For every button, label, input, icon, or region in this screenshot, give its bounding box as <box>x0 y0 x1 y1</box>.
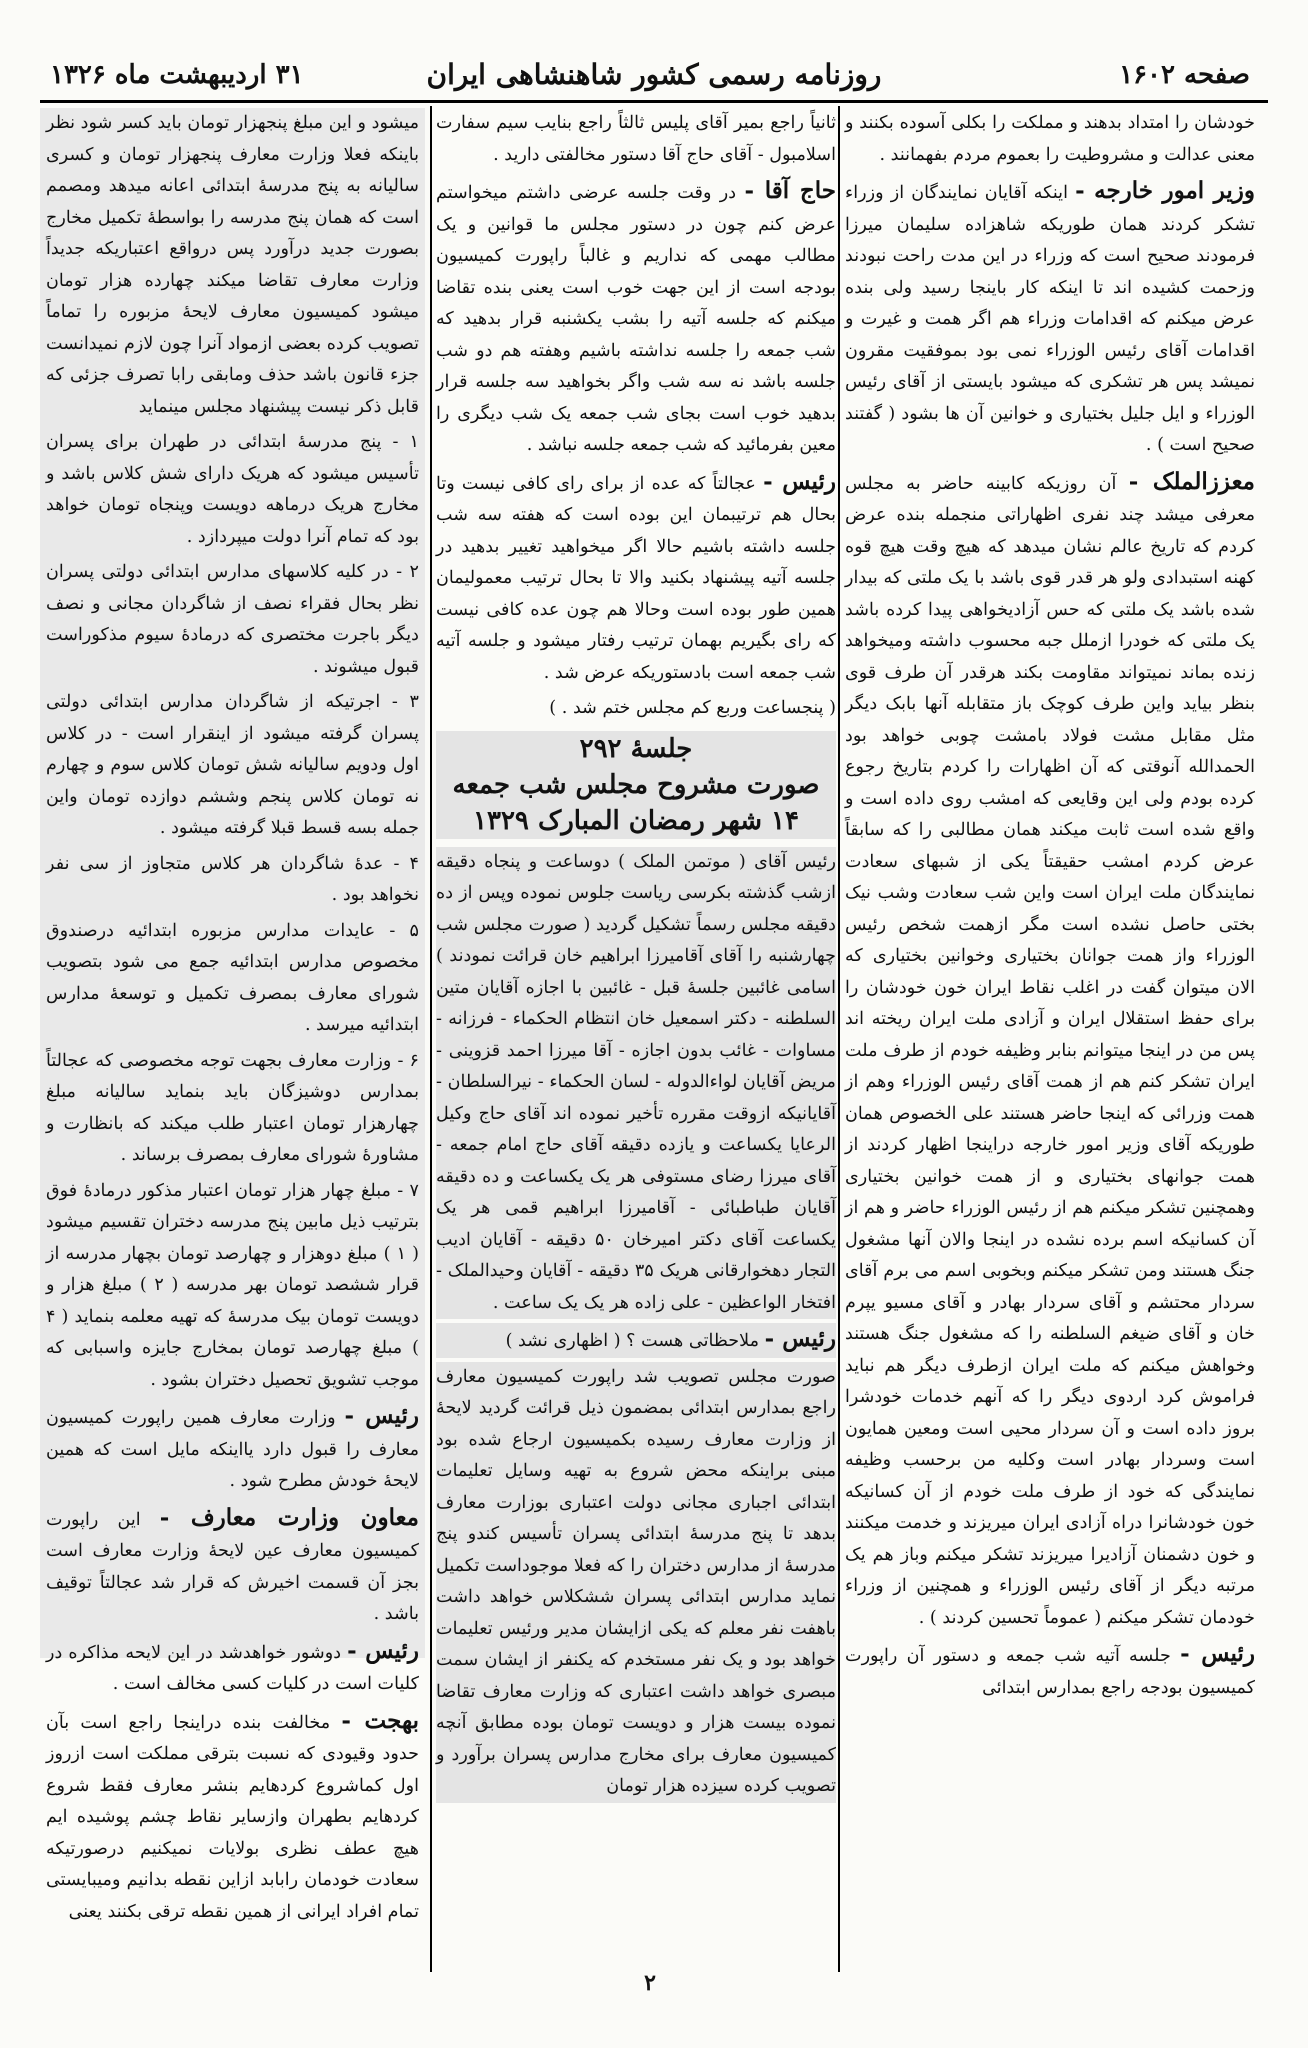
column-left <box>40 108 425 1922</box>
text-paragraph <box>46 427 419 553</box>
speech-paragraph <box>845 175 1255 462</box>
paragraph-text: جلسه آتیه شب جمعه و دستور آن راپورت کمیسیون بودجه راجع بمدارس ابتدائی <box>845 1646 1255 1698</box>
text-paragraph <box>436 1362 836 1803</box>
column-divider <box>838 106 840 1972</box>
paragraph-text: اینکه آقایان نمایندگان از وزراء تشکر کردند همان طوریکه شاهزاده سلیمان میرزا فرمودند صحیح است که وزراء در این مدت راحت نبودند وزحمت کشیده اند تا اینکه کار باینجا رسید ولی بنده عرض میکنم که اقدامات وزراء هم اگر همت و غیرت و اقدامات آقای رئیس الوزراء نمی بود بموفقیت مقرون نمیشد پس هر تشکری که میشود بایستی از آقای رئیس الوزراء و ایل جلیل بختیاری و خوانین آن ها بشود ( گفتند صحیح است ) . <box>845 183 1255 455</box>
issue-date: ۳۱ اردیبهشت ماه ۱۳۲۶ <box>50 60 304 90</box>
paragraph-text: آن روزیکه کابینه حاضر به مجلس معرفی میشد چند نفری اظهاراتی منجمله بنده عرض کردم که تاریخ عالم نشان میدهد که هیچ وقت هیچ قوه کهنه استبدادی ولو هر قدر قوی باشد با یک ملتی که بیدار شده باشد یک ملتی که حس آزادیخواهی پیدا کرده باشد یک ملتی که خودرا ازملل جبه محسوب داشته ومیخواهد زنده بماند نمیتواند مقاومت بکند هرقدر آن طرف قوی بنظر بیاید واین طرف کوچک باز متقابله آنها بابک دیگر مثل مقابل مشت فولاد بامشت چوبی خواهد بود الحمدالله آنوقتی که آن اظهارات را کردم بتاریخ رجوع کرده بودم ولی این وقایعی که امشب روی داده است و واقع شده است ثابت میکند همان مطالبی را که سابقاً عرض کردم امشب حقیقتاً یکی از شبهای سعادت نمایندگان ملت ایران است واین شب سعادت وشب نیک بختی حاصل نشده است مگر ازهمت شخص رئیس الوزراء واز همت جوانان بختیاری وخوانین بختیاری که الان میتوان گفت در اغلب نقاط ایران خون خودشان را برای حفظ استقلال ایران و آزادی ملت ایران ریخته اند پس من در اینجا میتوانم بنابر وظیفه خودم از طرف ملت ایران تشکر کنم هم از همت آقای رئیس الوزراء وهم از همت وزرائی که اینجا حاضر هستند علی الخصوص همان طوریکه آقای وزیر امور خارجه دراینجا اظهار کردند از همت جوانهای بختیاری و از همت خوانین بختیاری وهمچنین تشکر میکنم هم از رئیس الوزراء حاضر و هم از آن کسانیکه اسم برده نشده در اینجا والان آنها مشغول جنگ هستند ومن تشکر میکنم وبخوبی اسم می برم آقای سردار محتشم و آقای سردار بهادر و آقای مسیو یپرم خان و آقای ضیغم السلطنه را که مشغول جنگ هستند وخواهش میکنم که ملت ایران ازطرف دیگر هم نباید فراموش کرد اردوی دیگر را که آنهم خدمات خودشرا بروز داده است و آن سردار محیی است ومعین همایون است وسردار بهادر است وکلیه من برحسب وظیفه نمایندگی که خود از طرف ملت خودم از آن کسانیکه خون خودشانرا دراه آزادی ایران میریزند و خدمت میکنند و خون دشمنان آزادیرا میریزند تشکر میکنم وباز هم یک مرتبه دیگر از آقای رئیس الوزراء و همچنین از وزراء خودمان تشکر میکنم ( عموماً تحسین کردند ) . <box>845 473 1255 1628</box>
header-rule <box>40 100 1268 103</box>
paragraph-text: وزارت معارف همین راپورت کمیسیون معارف را قبول دارد یااینکه مایل است که همین لایحهٔ خودش مطرح شود . <box>46 1408 419 1491</box>
speaker-name: حاج آقا - <box>744 177 836 204</box>
paragraph-text: ۵ - عایدات مدارس مزبوره ابتدائیه درصندوق مخصوص مدارس ابتدائیه جمع می شود بتصویب شورای معارف بمصرف تکمیل و توسعهٔ مدارس ابتدائیه میرسد . <box>46 920 419 1035</box>
paragraph-text: خودشان را امتداد بدهند و مملکت را بکلی آسوده بکنند و معنی عدالت و مشروطیت را بعموم مردم بفهمانند . <box>845 113 1255 165</box>
speech-paragraph <box>845 1638 1255 1704</box>
paragraph-text: صورت مجلس تصویب شد راپورت کمیسیون معارف راجع بمدارس ابتدائی بمضمون ذیل قرائت گردید لایحهٔ از وزارت معارف رسیده بکمیسیون ارجاع شده بود مبنی براینکه محض شروع به تهیه وسایل تعلیمات ابتدائی اجباری مجانی دولت اعتباری بوزارت معارف بدهد تا پنج مدرسهٔ ابتدائی پسران تأسیس کندو پنج مدرسهٔ از مدارس دختران را که فعلا موجوداست تکمیل نماید مدارس ابتدائی پسران ششکلاس خواهد داشت باهفت نفر معلم که یکی ازایشان مدیر ورئیس تعلیمات خواهد بود و یک نفر مستخدم که یکنفر از ایشان سمت مبصری خواهد داشت اعتباری که وزارت معارف تقاضا نموده بیست هزار و دویست تومان بوده مطابق آنچه کمیسیون معارف برای مخارج مدارس پسران برآورد و تصویب کرده سیزده هزار تومان <box>436 1366 836 1796</box>
page-number: ۲ <box>644 1970 656 1996</box>
text-paragraph <box>436 693 836 725</box>
paragraph-text: ۱ - پنج مدرسهٔ ابتدائی در طهران برای پسران تأسیس میشود که هریک دارای شش کلاس باشد و مخارج هریک درماهه دویست وپنجاه تومان خواهد بود که تمام آنرا دولت میپردازد . <box>46 432 419 547</box>
paragraph-text: این راپورت کمیسیون معارف عین لایحهٔ وزارت معارف است بجز آن قسمت اخیرش که قرار شد عجالتاً توقیف باشد . <box>46 1509 419 1624</box>
speech-paragraph <box>46 1400 419 1498</box>
session-title2: صورت مشروح مجلس شب جمعه <box>452 769 820 800</box>
speech-paragraph <box>436 1323 836 1358</box>
speech-paragraph <box>436 175 836 462</box>
paragraph-text: ۴ - عدهٔ شاگردان هر کلاس متجاوز از سی نفر نخواهد بود . <box>46 853 419 905</box>
text-paragraph <box>436 108 836 171</box>
paragraph-text: ثانیاً راجع بمیر آقای پلیس ثالثاً راجع بنایب سیم سفارت اسلامبول - آقای حاج آقا دستور مخالفتی دارید . <box>436 113 836 165</box>
speech-paragraph <box>845 466 1255 1635</box>
session-title1: جلسهٔ ۲۹۲ <box>579 733 693 764</box>
speaker-name: وزیر امور خارجه - <box>1075 177 1256 204</box>
speech-paragraph <box>46 1502 419 1631</box>
speaker-name: رئیس - <box>763 467 836 495</box>
text-paragraph <box>46 557 419 683</box>
page-label: صفحه ۱۶۰۲ <box>1119 60 1250 90</box>
text-paragraph <box>46 108 419 423</box>
paragraph-text: میشود و این مبلغ پنجهزار تومان باید کسر شود نظر باینکه فعلا وزارت معارف پنجهزار تومان و کسری سالیانه به پنج مدرسهٔ ابتدائی اعانه میدهد ومصمم است که همان پنج مدرسه را بواسطهٔ تکمیل مخارج بصورت جدید درآورد پس درواقع اعتباریکه جدیداً وزارت معارف تقاضا میکند چهارده هزار تومان میشود کمیسیون معارف لایحهٔ مزبوره را تماماً تصویب کرده بعضی ازمواد آنرا چون لازم نمیدانست جزء قانون باشد حذف ومابقی رابا تصرف جزئی که قابل ذکر نیست پیشنهاد مجلس مینماید <box>46 113 419 417</box>
paragraph-text: ملاحظاتی هست ؟ ( اظهاری نشد ) <box>505 1331 760 1351</box>
column-middle <box>436 108 836 1968</box>
text-paragraph <box>46 687 419 845</box>
speech-paragraph <box>46 1705 419 1929</box>
paragraph-text: عجالتاً که عده از برای رای کافی نیست وتا بحال هم ترتیبمان این بوده است که هفته سه شب جلسه داشته باشیم حالا اگر میخواهید تغییر بدهید در جلسه آتیه پیشنهاد بکنید والا تا بحال ترتیب معمولیمان همین طور بوده است وحالا هم چون عده کافی نیست که رای بگیریم بهمان ترتیب رفتار میشود و جلسه آتیه شب جمعه است بادستوریکه عرض شد . <box>436 473 836 683</box>
paragraph-text: ۶ - وزارت معارف بجهت توجه مخصوصی که عجالتاً بمدارس دوشیزگان باید بنماید سالیانه مبلغ چهارهزار تومان اعتبار طلب میکند که بانظارت و مشاورهٔ شورای معارف بمصرف برساند . <box>46 1050 419 1165</box>
speaker-name: رئیس - <box>344 1402 419 1429</box>
text-paragraph <box>46 916 419 1042</box>
column-right <box>845 108 1255 1968</box>
text-paragraph <box>46 849 419 912</box>
paragraph-text: ۲ - در کلیه کلاسهای مدارس ابتدائی دولتی پسران نظر بحال فقراء نصف از شاگردان مجانی و نصف دیگر باجرت مختصری که درمادهٔ سیوم مذکوراست قبول میشوند . <box>46 562 419 677</box>
paragraph-text: رئیس آقای ( موتمن الملک ) دوساعت و پنجاه دقیقه ازشب گذشته بکرسی ریاست جلوس نموده وپس از ده دقیقه مجلس رسماً تشکیل گردید ( صورت مجلس شب چهارشنبه را آقای آقامیرزا ابراهیم خان قرائت نمودند ) اسامی غائبین جلسهٔ قبل - غائبین با اجازه آقایان متین السلطنه - دکتر اسمعیل خان انتظام الحکماء - فرزانه - مساوات - غائب بدون اجازه - آقا میرزا احمد قزوینی - مریض آقایان لواءالدوله - لسان الحکماء - نیرالسلطان - آقایانیکه ازوقت مقرره تأخیر نموده اند آقای حاج وکیل الرعایا یکساعت و یازده دقیقه آقای حاج امام جمعه - آقای میرزا رضای مستوفی هر یک یکساعت و ده دقیقه آقایان طباطبائی - آقامیرزا ابراهیم قمی هر یک یکساعت آقای دکتر امیرخان ۵۰ دقیقه - آقایان ادیب التجار دهخوارقانی هریک ۳۵ دقیقه - آقایان وحیدالملک - افتخار الواعظین - علی زاده هر یک یک ساعت . <box>436 851 837 1313</box>
paragraph-text: ( پنجساعت وربع کم مجلس ختم شد . ) <box>549 698 836 718</box>
text-paragraph <box>46 1176 419 1397</box>
speaker-name: رئیس - <box>347 1636 419 1664</box>
paragraph-text: ۷ - مبلغ چهار هزار تومان اعتبار مذکور درمادهٔ فوق بترتیب ذیل مابین پنج مدرسه دختران تقسیم میشود ( ۱ ) مبلغ دوهزار و چهارصد تومان بچهار مدرسه از قرار ششصد تومان بهر مدرسه ( ۲ ) مبلغ هزار و دویست تومان بیک مدرسهٔ که تهیه معلمه بنماید ( ۴ ) مبلغ چهارصد تومان بمخارج جایزه واسبابی که موجب تشویق تحصیل دختران بشود . <box>46 1180 419 1390</box>
speech-paragraph <box>436 466 836 690</box>
page-header <box>40 58 1268 98</box>
speaker-name: رئیس - <box>764 1325 836 1352</box>
speech-paragraph <box>46 1635 419 1701</box>
text-paragraph <box>46 1046 419 1172</box>
paragraph-text: مخالفت بنده دراینجا راجع است بآن حدود وقیودی که نسبت بترقی مملکت است ازروز اول کماشروع کردهایم بنشر معارف فقط شروع کردهایم بطهران وازسایر نقاط چشم پوشیده ایم هیچ عطف نظری بولایات نمیکنیم درصورتیکه سعادت خودمان رابابد ازاین نقطه بدانیم ومیبایستی تمام افراد ایرانی از همین نقطه ترقی بکنند یعنی <box>46 1712 419 1922</box>
speaker-name: رئیس - <box>1180 1640 1256 1667</box>
session-heading <box>436 731 836 839</box>
newspaper-title: روزنامه رسمی کشور شاهنشاهی ایران <box>426 58 882 91</box>
paragraph-text: ۳ - اجرتیکه از شاگردان مدارس ابتدائی دولتی پسران گرفته میشود از اینقرار است - در کلاس اول ودویم سالیانه شش تومان کلاس سوم و چهارم نه تومان کلاس پنجم وششم دوازده تومان واین جمله بسه قسط قبلا گرفته میشود . <box>46 692 419 838</box>
session-title3: ۱۴ شهر رمضان المبارک ۱۳۲۹ <box>473 805 799 836</box>
text-paragraph <box>436 847 836 1320</box>
speaker-name: معززالملک - <box>1128 467 1255 495</box>
paragraph-text: دوشور خواهدشد در این لایحه مذاکره در کلیات است در کلیات کسی مخالف است . <box>46 1642 419 1694</box>
column-divider <box>430 106 432 1972</box>
speaker-name: معاون وزارت معارف - <box>159 1503 420 1531</box>
speaker-name: بهجت - <box>341 1706 419 1734</box>
paragraph-text: در وقت جلسه عرضی داشتم میخواستم عرض کنم چون در دستور مجلس ما قوانین و یک مطالب مهمی که نداریم و غالباً راپورت کمیسیون بودجه است از این جهت خوب است یعنی بنده تقاضا میکنم که جلسه آتیه را بشب یکشنبه قرار بدهید که شب جمعه را جلسه نداشته باشیم وهفته هم دو شب جلسه باشد نه سه شب واگر بخواهید سه جلسه قرار بدهید خوب است بجای شب جمعه یک شب دیگری را معین بفرمائید که شب جمعه جلسه نباشد . <box>436 183 836 455</box>
text-paragraph <box>845 108 1255 171</box>
